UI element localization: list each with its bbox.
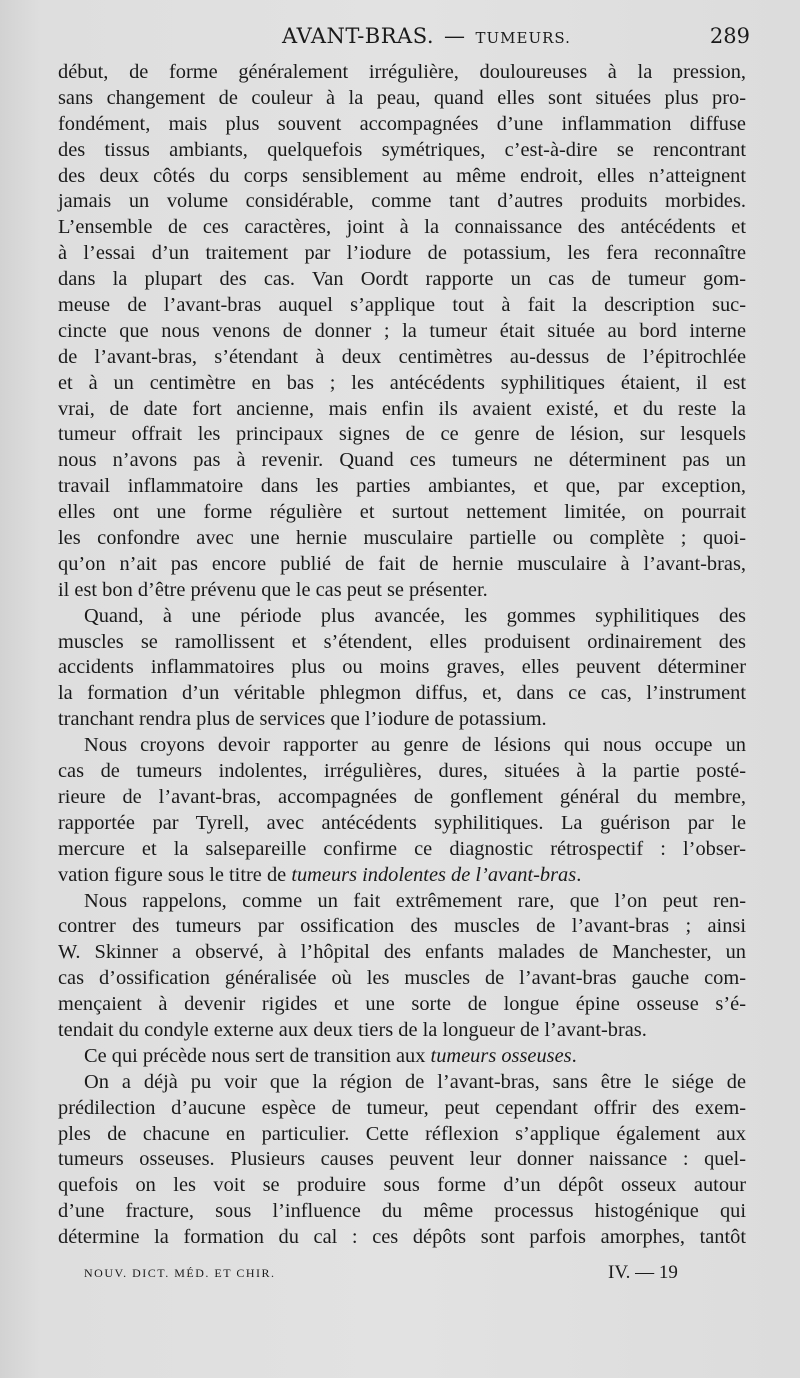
paragraph-first-line: On a déjà pu voir que la région de l’avant-bras, sans être le siége de (84, 1070, 746, 1093)
text-line: tumeurs osseuses. Plusieurs causes peuvent leur donner naissance : quel- (58, 1148, 746, 1171)
paragraph-first-line: Nous croyons devoir rapporter au genre de lésions qui nous occupe un (84, 734, 746, 757)
text-line: les confondre avec une hernie musculaire partielle ou complète ; quoi- (58, 527, 746, 550)
text-line: travail inflammatoire dans les parties ambiantes, et que, par exception, (58, 475, 746, 498)
text-line: quefois on les voit se produire sous forme d’un dépôt osseux autour (58, 1174, 746, 1197)
text-line: cas de tumeurs indolentes, irrégulières, dures, situées à la partie posté- (58, 760, 746, 783)
text-line: mercure et la salsepareille confirme ce diagnostic rétrospectif : l’obser- (58, 837, 746, 860)
text-line: prédilection d’aucune espèce de tumeur, peut cependant offrir des exem- (58, 1096, 746, 1119)
text-line: elles ont une forme régulière et surtout nettement limitée, on pourrait (58, 501, 746, 524)
text-line: d’une fracture, sous l’influence du même processus histogénique qui (58, 1200, 746, 1223)
italic-title: tumeurs indolentes de l’avant-bras (291, 863, 577, 886)
text-line: rapportée par Tyrell, avec antécédents syphilitiques. La guérison par le (58, 811, 746, 834)
text-line: accidents inflammatoires plus ou moins graves, elles peuvent déterminer (58, 656, 746, 679)
text-line: et à un centimètre en bas ; les antécédents syphilitiques étaient, il est (58, 371, 746, 394)
line-end: . (571, 1044, 577, 1067)
text-line: rieure de l’avant-bras, accompagnées de gonflement général du membre, (58, 785, 746, 808)
header-chapter: AVANT-BRAS. (282, 24, 435, 48)
page-footer (84, 1262, 684, 1286)
line-text: Ce qui précède nous sert de transition aux (84, 1044, 431, 1067)
text-line: des deux côtés du corps sensiblement au même endroit, elles n’atteignent (58, 164, 746, 187)
header-title (282, 24, 571, 48)
signature-mark: IV. — 19 (608, 1262, 678, 1283)
body-text (58, 60, 746, 1251)
header-dash: — (444, 24, 466, 48)
text-line: mençaient à devenir rigides et une sorte de longue épine osseuse s’é- (58, 993, 746, 1016)
publication-reference: NOUV. DICT. MÉD. ET CHIR. (84, 1266, 276, 1280)
paragraph-first-line: Nous rappelons, comme un fait extrêmement rare, que l’on peut ren- (84, 889, 746, 912)
text-line: muscles se ramollissent et s’étendent, elles produisent ordinairement des (58, 630, 746, 653)
text-line: début, de forme généralement irrégulière, douloureuses à la pression, (58, 61, 746, 83)
text-line: W. Skinner a observé, à l’hôpital des enfants malades de Manchester, un (58, 941, 746, 964)
text-line: tranchant rendra plus de services que l’iodure de potassium. (58, 708, 547, 731)
running-header (60, 24, 750, 54)
page-number: 289 (709, 24, 750, 48)
text-line: tumeur offrait les principaux signes de ce genre de lésion, sur lesquels (58, 423, 746, 446)
text-line: des tissus ambiants, quelquefois symétriques, c’est-à-dire se rencontrant (58, 138, 746, 161)
italic-term: tumeurs osseuses (430, 1044, 572, 1067)
text-line-with-italic (58, 1044, 746, 1070)
text-line: de l’avant-bras, s’étendant à deux centimètres au-dessus de l’épitrochlée (58, 345, 746, 368)
text-line: qu’on n’ait pas encore publié de fait de hernie musculaire à l’avant-bras, (58, 552, 746, 575)
text-line: dans la plupart des cas. Van Oordt rapporte un cas de tumeur gom- (58, 268, 746, 291)
text-line: fondément, mais plus souvent accompagnées d’une inflammation diffuse (58, 112, 746, 135)
header-section: TUMEURS. (475, 29, 571, 47)
text-line: détermine la formation du cal : ces dépôts sont parfois amorphes, tantôt (58, 1226, 746, 1249)
text-line: nous n’avons pas à revenir. Quand ces tumeurs ne déterminent pas un (58, 449, 746, 472)
text-line: à l’essai d’un traitement par l’iodure de potassium, les fera reconnaître (58, 242, 746, 265)
text-line: il est bon d’être prévenu que le cas peut se présenter. (58, 578, 488, 601)
text-line: sans changement de couleur à la peau, quand elles sont situées plus pro- (58, 86, 746, 109)
text-line: cas d’ossification généralisée où les muscles de l’avant-bras gauche com- (58, 967, 746, 990)
text-line: la formation d’un véritable phlegmon diffus, et, dans ce cas, l’instrument (58, 682, 746, 705)
text-line: cincte que nous venons de donner ; la tumeur était située au bord interne (58, 319, 746, 342)
paragraph-first-line: Quand, à une période plus avancée, les gommes syphilitiques des (84, 604, 746, 627)
text-line: L’ensemble de ces caractères, joint à la connaissance des antécédents et (58, 216, 746, 239)
line-end: . (576, 863, 582, 886)
text-line: ples de chacune en particulier. Cette réflexion s’applique également aux (58, 1122, 746, 1145)
text-line-with-italic (58, 863, 746, 889)
text-line: meuse de l’avant-bras auquel s’applique tout à fait la description suc- (58, 294, 746, 317)
text-line: vrai, de date fort ancienne, mais enfin ils avaient existé, et du reste la (58, 397, 746, 420)
text-line: contrer des tumeurs par ossification des muscles de l’avant-bras ; ainsi (58, 915, 746, 938)
line-text: vation figure sous le titre de (58, 863, 292, 886)
text-line: tendait du condyle externe aux deux tiers de la longueur de l’avant-bras. (58, 1018, 647, 1041)
text-line: jamais un volume considérable, comme tant d’autres produits morbides. (58, 190, 746, 213)
